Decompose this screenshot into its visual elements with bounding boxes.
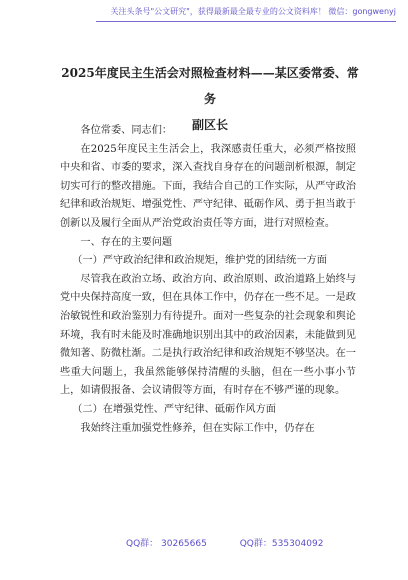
subheading-2: （二）在增强党性、严守纪律、砥砺作风方面 [72, 403, 276, 415]
body-paragraph-2: 尽管我在政治立场、政治方向、政治原则、政治道路上始终与党中央保持高度一致，但在具体工作中，仍存在一些不足。一是政治敏锐性和政治鉴别力有待提升。面对一些复杂的社会现象和舆论环境，我有时未能及时准确地识别出其中的政治因素，未能做到见微知著、防微杜渐。二是执行政治纪律和政治规矩不够坚决。在一些重大问题上，我虽然能够保持清醒的头脑，但在一些小事小节上，如请假报备、会议请假等方面，有时存在不够严谨的现象。 [60, 273, 356, 397]
header-banner: 关注头条号"公文研究"，获得最新最全最专业的公文资料库！ 微信：gongwenyj [96, 6, 396, 22]
footer-contact [126, 536, 353, 549]
body-paragraph-3: 我始终注重加强党性修养，但在实际工作中，仍存在 [80, 422, 315, 434]
footer-qq-1: QQ群： 30265665 [126, 539, 207, 549]
document-body [60, 122, 356, 438]
title-line-1: 2025年度民主生活会对照检查材料——某区委常委、常务 [61, 66, 359, 106]
intro-paragraph: 在2025年度民主生活会上，我深感责任重大，必须严格按照中央和省、市委的要求，深入查找自身存在的问题剖析根源，制定切实可行的整改措施。下面，我结合自己的工作实际，从严守政治纪律和政治规矩、增强党性、严守纪律、砥砺作风、勇于担当敢于创新以及履行全面从严治党政治责任等方面，进行对照检查。 [60, 143, 356, 229]
salutation: 各位常委、同志们： [80, 125, 173, 136]
footer-qq-2: QQ群：535304092 [239, 539, 324, 549]
subheading-1: （一）严守政治纪律和政治规矩，维护党的团结统一方面 [72, 255, 327, 267]
section-heading: 一、存在的主要问题 [80, 236, 173, 248]
title-line-2: 副区长 [191, 118, 228, 132]
